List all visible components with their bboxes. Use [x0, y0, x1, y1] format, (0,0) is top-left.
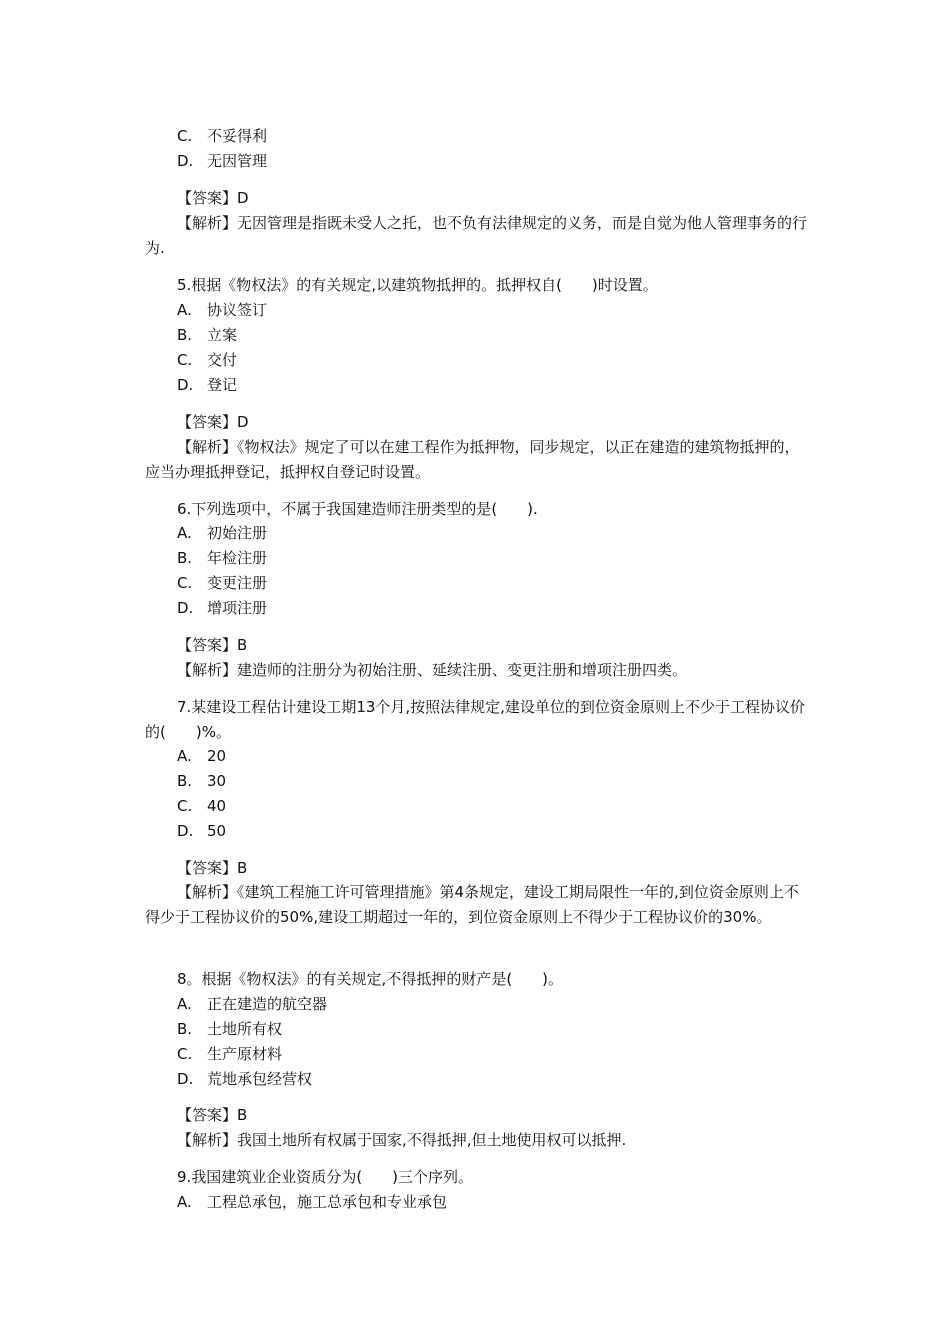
q4-analysis: 【解析】无因管理是指既未受人之托，也不负有法律规定的义务，而是自觉为他人管理事务的行为.: [145, 214, 808, 257]
option-text: 交付: [207, 351, 238, 369]
q7-analysis: 【解析】《建筑工程施工许可管理措施》第4条规定，建设工期局限性一年的,到位资金原则上不得少于工程协议价的50%,建设工期超过一年的，到位资金原则上不得少于工程协议价的30%。: [145, 883, 799, 926]
option-text: 20: [207, 747, 227, 765]
option-letter: C.: [177, 127, 193, 145]
option-letter: A.: [177, 301, 192, 319]
q6-option-d: [177, 596, 842, 621]
option-text: 立案: [207, 326, 238, 344]
option-text: 协议签订: [207, 301, 268, 319]
option-text: 初始注册: [207, 524, 268, 542]
option-text: 无因管理: [207, 152, 268, 170]
q5-option-b: [177, 323, 842, 348]
option-text: 不妥得利: [207, 127, 268, 145]
q6-option-a: [177, 521, 842, 546]
q4-answer: 【答案】D: [177, 189, 249, 207]
option-text: 增项注册: [207, 599, 268, 617]
q5-analysis: 【解析】《物权法》规定了可以在建工程作为抵押物，同步规定，以正在建造的建筑物抵押的，应当办理抵押登记，抵押权自登记时设置。: [145, 438, 800, 481]
option-text: 年检注册: [207, 549, 268, 567]
option-letter: B.: [177, 1020, 193, 1038]
q6-analysis: 【解析】建造师的注册分为初始注册、延续注册、变更注册和增项注册四类。: [177, 661, 688, 679]
option-text: 变更注册: [207, 574, 268, 592]
option-text: 50: [207, 822, 227, 840]
option-letter: A.: [177, 747, 192, 765]
option-text: 30: [207, 772, 227, 790]
option-letter: D.: [177, 376, 194, 394]
option-text: 土地所有权: [207, 1020, 283, 1038]
option-letter: B.: [177, 772, 193, 790]
q5-option-d: [177, 373, 842, 398]
option-letter: C.: [177, 574, 193, 592]
q5-option-c: [177, 348, 842, 373]
q6-option-b: [177, 546, 842, 571]
q8-option-d: [177, 1067, 842, 1092]
option-text: 荒地承包经营权: [207, 1070, 313, 1088]
q6-answer: 【答案】B: [177, 636, 248, 654]
q7-option-d: [177, 819, 842, 844]
q5-answer: 【答案】D: [177, 413, 249, 431]
option-letter: A.: [177, 995, 192, 1013]
q4-option-d: [177, 149, 842, 174]
option-letter: C.: [177, 797, 193, 815]
option-text: 工程总承包，施工总承包和专业承包: [207, 1193, 448, 1211]
option-letter: A.: [177, 524, 192, 542]
q8-option-a: [177, 992, 842, 1017]
option-letter: B.: [177, 326, 193, 344]
q7-question: 7.某建设工程估计建设工期13个月,按照法律规定,建设单位的到位资金原则上不少于工程协议价的( )%。: [145, 698, 805, 741]
option-text: 生产原材料: [207, 1045, 283, 1063]
option-letter: D.: [177, 1070, 194, 1088]
q4-option-c: [177, 124, 842, 149]
option-text: 正在建造的航空器: [207, 995, 328, 1013]
option-letter: D.: [177, 822, 194, 840]
q6-option-c: [177, 571, 842, 596]
option-letter: B.: [177, 549, 193, 567]
q7-option-a: [177, 744, 842, 769]
option-letter: C.: [177, 1045, 193, 1063]
q5-question: 5.根据《物权法》的有关规定,以建筑物抵押的。抵押权自( )时设置。: [177, 276, 658, 294]
option-text: 40: [207, 797, 227, 815]
q7-option-b: [177, 769, 842, 794]
q6-question: 6.下列选项中，不属于我国建造师注册类型的是( ).: [177, 500, 538, 518]
q9-option-a: [177, 1190, 842, 1215]
q8-analysis: 【解析】我国土地所有权属于国家,不得抵押,但土地使用权可以抵押.: [177, 1131, 627, 1149]
q8-question: 8。根据《物权法》的有关规定,不得抵押的财产是( )。: [177, 970, 564, 988]
option-letter: D.: [177, 152, 194, 170]
q8-option-c: [177, 1042, 842, 1067]
option-text: 登记: [207, 376, 238, 394]
q7-answer: 【答案】B: [177, 859, 248, 877]
q8-option-b: [177, 1017, 842, 1042]
option-letter: C.: [177, 351, 193, 369]
option-letter: A.: [177, 1193, 192, 1211]
q5-option-a: [177, 298, 842, 323]
q9-question: 9.我国建筑业企业资质分为( )三个序列。: [177, 1168, 474, 1186]
q7-option-c: [177, 794, 842, 819]
q8-answer: 【答案】B: [177, 1106, 248, 1124]
option-letter: D.: [177, 599, 194, 617]
